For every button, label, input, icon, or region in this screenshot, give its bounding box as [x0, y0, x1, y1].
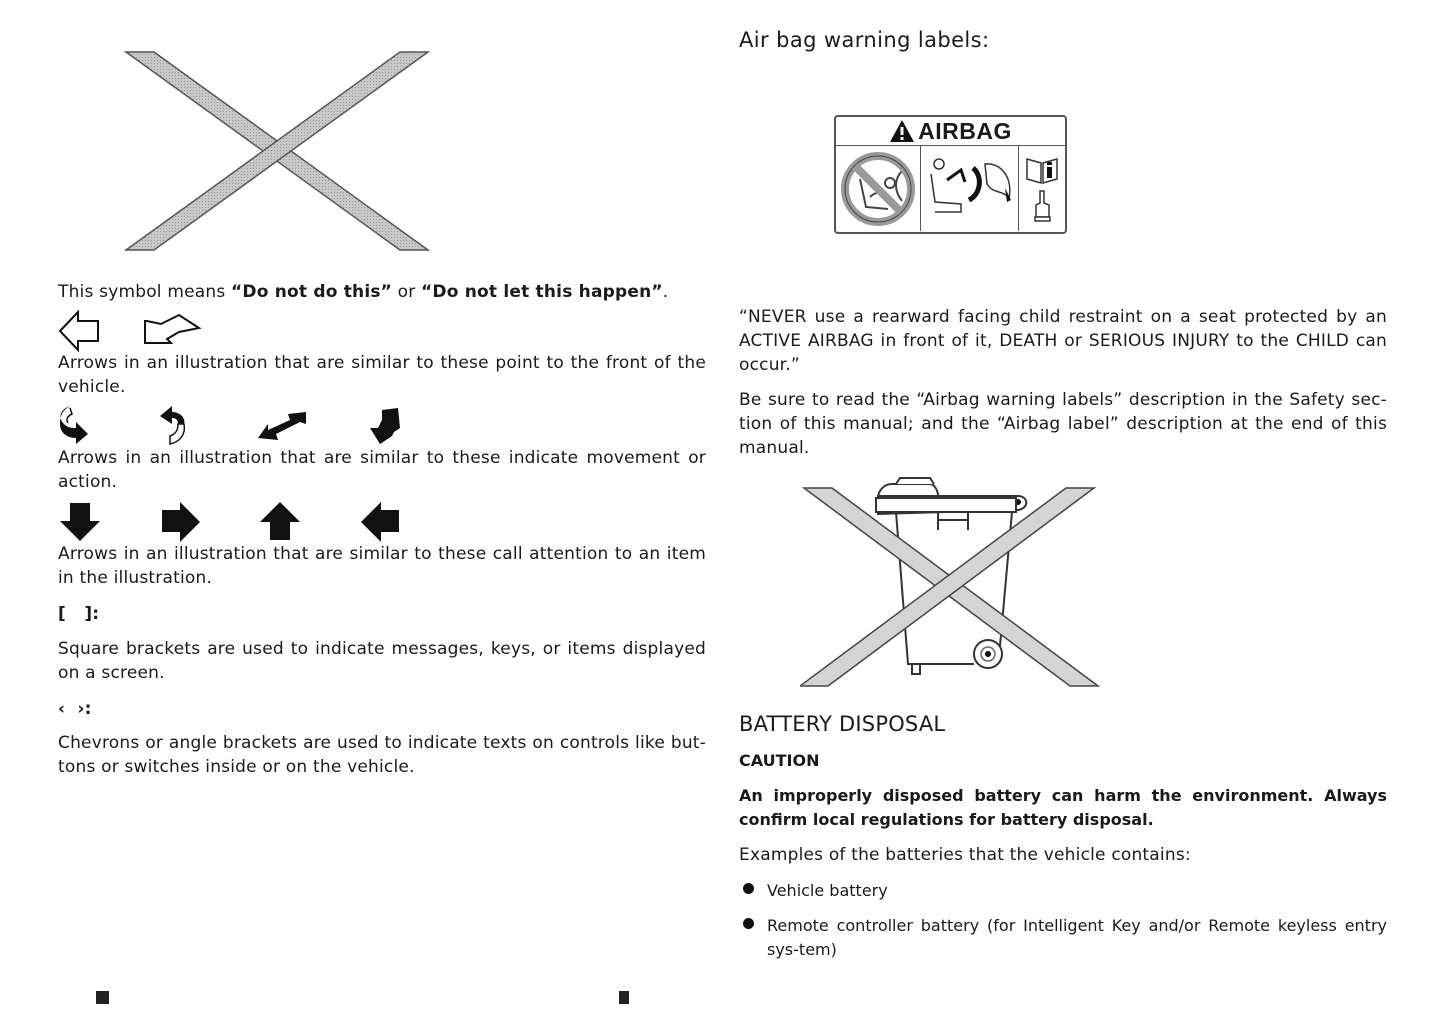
airbag-read-note-text: Be sure to read the “Airbag warning labels” description in the Safety sec-tion of this manual; and the “Airbag label” description at the end of this manual.	[739, 390, 1387, 458]
battery-disposal-heading: BATTERY DISPOSAL	[739, 712, 946, 736]
front-arrows-text: Arrows in an illustration that are similar to these point to the front of the vehicle.	[58, 353, 706, 397]
movement-arrows-text: Arrows in an illustration that are similar to these indicate movement or action.	[58, 448, 706, 492]
attention-arrows-text: Arrows in an illustration that are similar to these call attention to an item in the illustration.	[58, 544, 706, 588]
phrase-do-not-do-this: “Do not do this”	[231, 282, 393, 302]
down-left-bent-arrow-icon	[368, 406, 402, 446]
airbag-warning-label	[834, 115, 1067, 234]
x-prohibition-icon	[124, 48, 430, 254]
airbag-quote-text: “NEVER use a rearward facing child restraint on a seat protected by an ACTIVE AIRBAG in front of it, DEATH or SERIOUS INJURY to the CHILD can occur.”	[739, 307, 1387, 375]
double-headed-diagonal-arrow-icon	[256, 410, 308, 442]
outline-bent-arrow-icon	[143, 312, 203, 346]
battery-examples-intro: Examples of the batteries that the vehicle contains:	[739, 845, 1191, 865]
bullet-icon	[743, 883, 754, 894]
curved-up-arrow-icon	[158, 404, 190, 446]
outline-left-arrow-icon	[58, 310, 102, 352]
down-arrow-icon	[58, 501, 102, 543]
chevrons-text: Chevrons or angle brackets are used to indicate texts on controls like but-tons or switches inside or on the vehicle.	[58, 733, 706, 777]
warning-triangle-icon	[889, 119, 915, 143]
read-manual-icon	[1025, 155, 1059, 185]
airbag-label-title: AIRBAG	[918, 117, 1012, 144]
left-arrow-icon	[359, 500, 401, 544]
pointing-hand-icon	[1032, 189, 1052, 223]
bullet-icon	[743, 918, 754, 929]
battery-example-item: Vehicle battery	[767, 881, 888, 900]
up-arrow-icon	[258, 500, 302, 542]
phrase-do-not-let-this-happen: “Do not let this happen”	[421, 282, 663, 302]
chevrons-label: ‹ ›:	[58, 699, 92, 719]
airbag-deploy-icon	[925, 154, 1015, 224]
page-marker-center	[619, 991, 629, 1004]
symbol-meaning-text: This symbol means “Do not do this” or “Do not let this happen”.	[58, 282, 669, 302]
airbag-heading: Air bag warning labels:	[739, 28, 990, 52]
right-arrow-icon	[160, 500, 202, 544]
page-marker-left	[96, 991, 109, 1004]
square-brackets-text: Square brackets are used to indicate messages, keys, or items displayed on a screen.	[58, 639, 706, 683]
crossed-out-wheelie-bin-icon	[800, 476, 1100, 691]
curved-down-arrow-icon	[58, 404, 92, 446]
caution-label: CAUTION	[739, 751, 820, 770]
no-rear-facing-child-seat-icon	[840, 151, 916, 227]
battery-example-item: Remote controller battery (for Intelligent Key and/or Remote keyless entry sys-tem)	[767, 916, 1387, 959]
caution-text: An improperly disposed battery can harm the environment. Always confirm local regulations for battery disposal.	[739, 786, 1387, 829]
square-brackets-label: [ ]:	[58, 604, 100, 624]
